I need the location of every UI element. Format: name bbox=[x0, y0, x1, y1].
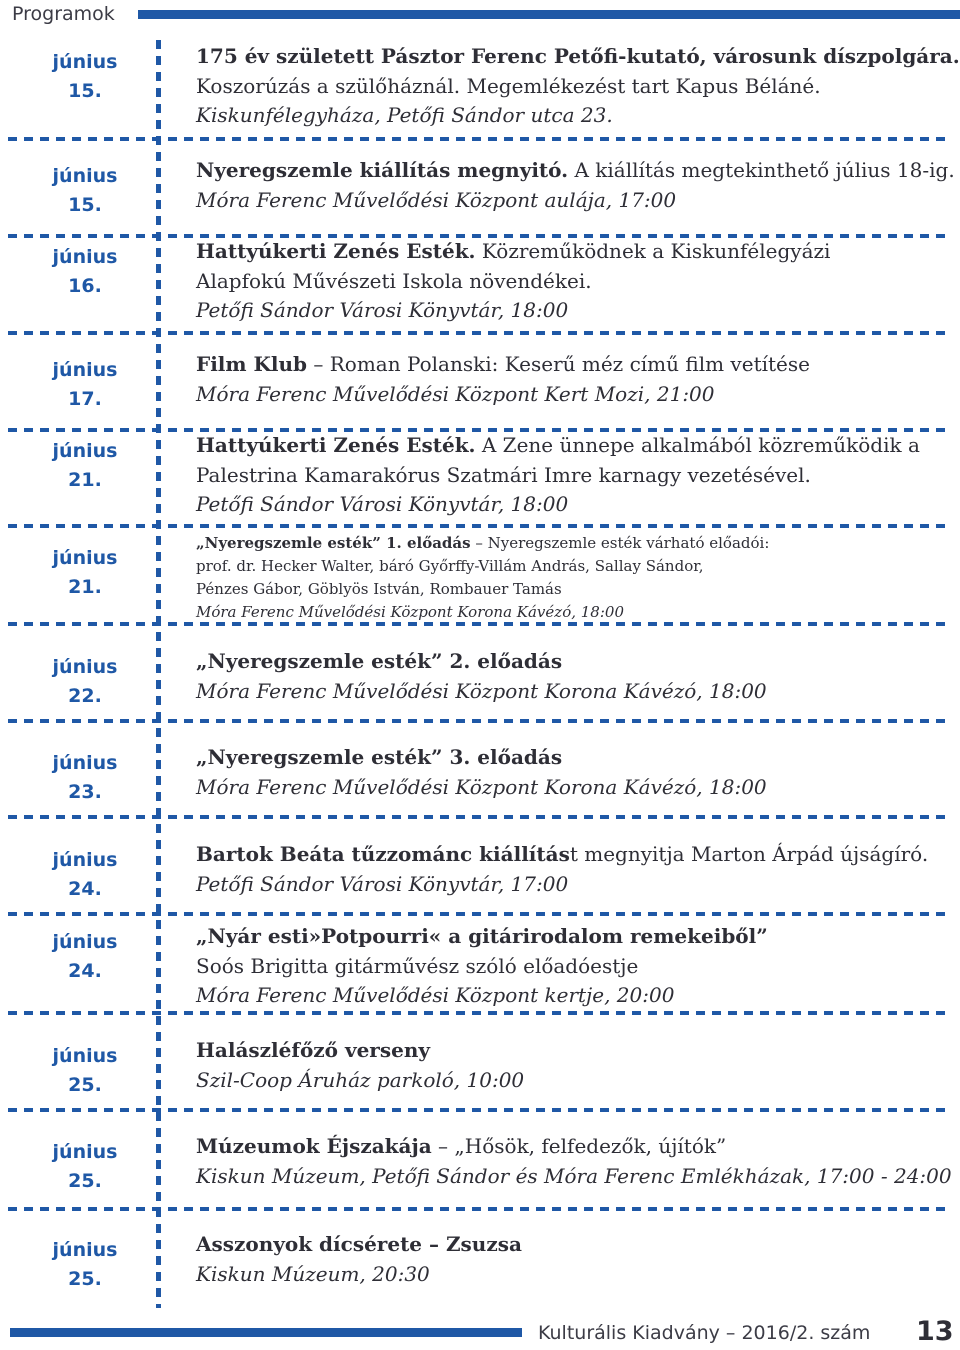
event-details bbox=[196, 1036, 956, 1095]
event-text: Pénzes Gábor, Göblyös István, Rombauer Tamás bbox=[196, 580, 562, 598]
event-text: Móra Ferenc Művelődési Központ Korona Kávézó, 18:00 bbox=[196, 678, 767, 703]
event-description-line bbox=[196, 72, 956, 102]
dashed-separator bbox=[8, 719, 952, 723]
event-date-month: június bbox=[52, 51, 118, 73]
event-date-month: június bbox=[52, 849, 118, 871]
event-date bbox=[0, 1042, 170, 1100]
event-location bbox=[196, 380, 956, 410]
event-date bbox=[0, 1236, 170, 1294]
event-title: „Nyeregszemle esték” 3. előadás bbox=[196, 745, 563, 769]
event-title: Múzeumok Éjszakája bbox=[196, 1134, 432, 1158]
event-date-day: 16. bbox=[68, 275, 102, 297]
event-details bbox=[196, 42, 960, 131]
event-description-line bbox=[196, 743, 956, 773]
event-text: Petőfi Sándor Városi Könyvtár, 17:00 bbox=[196, 871, 569, 896]
event-details bbox=[196, 431, 956, 520]
event-description-line bbox=[196, 1230, 956, 1260]
event-title: Hattyúkerti Zenés Esték. bbox=[196, 433, 476, 457]
event-date-month: június bbox=[52, 931, 118, 953]
event-description-line bbox=[196, 555, 956, 578]
event-text: Móra Ferenc Művelődési Központ aulája, 17:00 bbox=[196, 187, 677, 212]
event-date-day: 24. bbox=[68, 960, 102, 982]
event-text: Koszorúzás a szülőháznál. Megemlékezést tart Kapus Béláné. bbox=[196, 73, 821, 98]
dashed-separator bbox=[8, 1108, 952, 1112]
event-date-month: június bbox=[52, 359, 118, 381]
event-description-line bbox=[196, 922, 956, 952]
event-description-line bbox=[196, 1036, 956, 1066]
event-text: Móra Ferenc Művelődési Központ Korona Kávézó, 18:00 bbox=[196, 603, 624, 621]
event-details bbox=[196, 1230, 956, 1289]
event-date-day: 25. bbox=[68, 1170, 102, 1192]
event-date-month: június bbox=[52, 1141, 118, 1163]
event-description-line bbox=[196, 461, 956, 491]
event-title: Asszonyok dícsérete – Zsuzsa bbox=[196, 1232, 522, 1256]
event-text: Kiskunfélegyháza, Petőfi Sándor utca 23. bbox=[196, 103, 613, 127]
event-text: Móra Ferenc Művelődési Központ kertje, 20:00 bbox=[196, 983, 675, 1007]
event-title: Film Klub bbox=[196, 352, 308, 376]
event-title: Halászléfőző verseny bbox=[196, 1038, 430, 1062]
event-date-month: június bbox=[52, 752, 118, 774]
event-location bbox=[196, 490, 956, 520]
event-date bbox=[0, 749, 170, 807]
footer-publication: Kulturális Kiadvány – 2016/2. szám bbox=[538, 1322, 871, 1344]
event-location bbox=[196, 101, 956, 131]
event-date-month: június bbox=[52, 656, 118, 678]
event-title: Bartok Beáta tűzzománc kiállítás bbox=[196, 842, 570, 866]
event-details bbox=[196, 647, 956, 706]
event-location bbox=[196, 981, 956, 1011]
event-description-line bbox=[196, 952, 956, 982]
event-title: Nyeregszemle kiállítás megnyitó. bbox=[196, 158, 569, 182]
event-location bbox=[196, 1162, 956, 1192]
event-title: 175 év született Pásztor Ferenc Petőfi-kutató, városunk díszpolgára. bbox=[196, 44, 960, 68]
event-date-month: június bbox=[52, 246, 118, 268]
event-date bbox=[0, 243, 170, 301]
event-date bbox=[0, 653, 170, 711]
event-date-month: június bbox=[52, 1239, 118, 1261]
event-date-day: 21. bbox=[68, 469, 102, 491]
event-details bbox=[196, 237, 956, 326]
event-text: Palestrina Kamarakórus Szatmári Imre karnagy vezetésével. bbox=[196, 462, 811, 487]
event-details bbox=[196, 1132, 956, 1191]
event-date bbox=[0, 162, 170, 220]
event-text: t megnyitja Marton Árpád újságíró. bbox=[569, 842, 929, 866]
event-title: „Nyeregszemle esték” 1. előadás bbox=[196, 534, 471, 552]
event-date-day: 25. bbox=[68, 1074, 102, 1096]
event-text: Móra Ferenc Művelődési Központ Korona Kávézó, 18:00 bbox=[196, 774, 767, 799]
event-text: Alapfokú Művészeti Iskola növendékei. bbox=[196, 268, 592, 293]
event-location bbox=[196, 773, 956, 803]
event-text: Móra Ferenc Művelődési Központ Kert Mozi, 21:00 bbox=[196, 381, 715, 406]
event-location bbox=[196, 1260, 956, 1290]
dashed-separator bbox=[8, 1011, 952, 1015]
event-description-line bbox=[196, 350, 956, 380]
dashed-separator bbox=[8, 331, 952, 335]
event-text: Petőfi Sándor Városi Könyvtár, 18:00 bbox=[196, 298, 569, 322]
event-date-month: június bbox=[52, 1045, 118, 1067]
event-text: Petőfi Sándor Városi Könyvtár, 18:00 bbox=[196, 492, 569, 516]
event-details bbox=[196, 350, 956, 409]
event-date-day: 15. bbox=[68, 80, 102, 102]
event-title: „Nyeregszemle esték” 2. előadás bbox=[196, 649, 563, 673]
event-text: Kiskun Múzeum, 20:30 bbox=[196, 1261, 430, 1286]
page-number: 13 bbox=[916, 1316, 954, 1347]
dashed-separator bbox=[8, 815, 952, 819]
event-location bbox=[196, 601, 956, 624]
event-title: „Nyár esti»Potpourri« a gitárirodalom remekeiből” bbox=[196, 924, 768, 948]
event-description-line bbox=[196, 1132, 956, 1162]
event-details bbox=[196, 532, 956, 624]
event-text: Soós Brigitta gitárművész szóló előadóestje bbox=[196, 953, 639, 978]
event-date-day: 24. bbox=[68, 878, 102, 900]
event-text: Kiskun Múzeum, Petőfi Sándor és Móra Ferenc Emlékházak, 17:00 - 24:00 bbox=[196, 1163, 952, 1188]
event-details bbox=[196, 922, 956, 1011]
dashed-separator bbox=[8, 137, 952, 141]
header-accent-bar bbox=[138, 10, 960, 19]
event-description-line bbox=[196, 42, 960, 72]
event-text: – Nyeregszemle esték várható előadói: bbox=[470, 534, 770, 552]
event-text: – „Hősök, felfedezők, újítók” bbox=[431, 1134, 727, 1158]
event-location bbox=[196, 677, 956, 707]
event-description-line bbox=[196, 532, 956, 555]
dashed-separator bbox=[8, 912, 952, 916]
event-date bbox=[0, 356, 170, 414]
event-description-line bbox=[196, 647, 956, 677]
event-description-line bbox=[196, 156, 956, 186]
event-date-month: június bbox=[52, 440, 118, 462]
event-location bbox=[196, 870, 956, 900]
event-title: Hattyúkerti Zenés Esték. bbox=[196, 239, 476, 263]
footer-accent-bar bbox=[10, 1328, 522, 1337]
event-date-day: 21. bbox=[68, 576, 102, 598]
event-text: Szil-Coop Áruház parkoló, 10:00 bbox=[196, 1067, 525, 1092]
event-text: Közreműködnek a Kiskunfélegyázi bbox=[475, 239, 831, 263]
event-date bbox=[0, 928, 170, 986]
event-date bbox=[0, 1138, 170, 1196]
dashed-separator bbox=[8, 1207, 952, 1211]
event-location bbox=[196, 186, 956, 216]
event-date bbox=[0, 544, 170, 602]
event-description-line bbox=[196, 267, 956, 297]
event-date-day: 17. bbox=[68, 388, 102, 410]
event-description-line bbox=[196, 431, 956, 461]
event-location bbox=[196, 296, 956, 326]
event-description-line bbox=[196, 237, 956, 267]
event-date-day: 22. bbox=[68, 685, 102, 707]
event-date-day: 25. bbox=[68, 1268, 102, 1290]
dashed-separator bbox=[8, 524, 952, 528]
event-date-day: 15. bbox=[68, 194, 102, 216]
event-description-line bbox=[196, 840, 956, 870]
event-description-line bbox=[196, 578, 956, 601]
event-details bbox=[196, 743, 956, 802]
event-text: – Roman Polanski: Keserű méz című film vetítése bbox=[307, 352, 810, 376]
event-date bbox=[0, 48, 170, 106]
page-header-title: Programok bbox=[12, 3, 115, 25]
event-text: A Zene ünnepe alkalmából közreműködik a bbox=[475, 433, 920, 457]
event-text: prof. dr. Hecker Walter, báró Győrffy-Villám András, Sallay Sándor, bbox=[196, 557, 704, 575]
event-text: A kiállítás megtekinthető július 18-ig. bbox=[568, 158, 955, 182]
event-details bbox=[196, 156, 956, 215]
event-date-month: június bbox=[52, 547, 118, 569]
event-date-month: június bbox=[52, 165, 118, 187]
event-date bbox=[0, 846, 170, 904]
event-date-day: 23. bbox=[68, 781, 102, 803]
event-date bbox=[0, 437, 170, 495]
event-details bbox=[196, 840, 956, 899]
event-location bbox=[196, 1066, 956, 1096]
